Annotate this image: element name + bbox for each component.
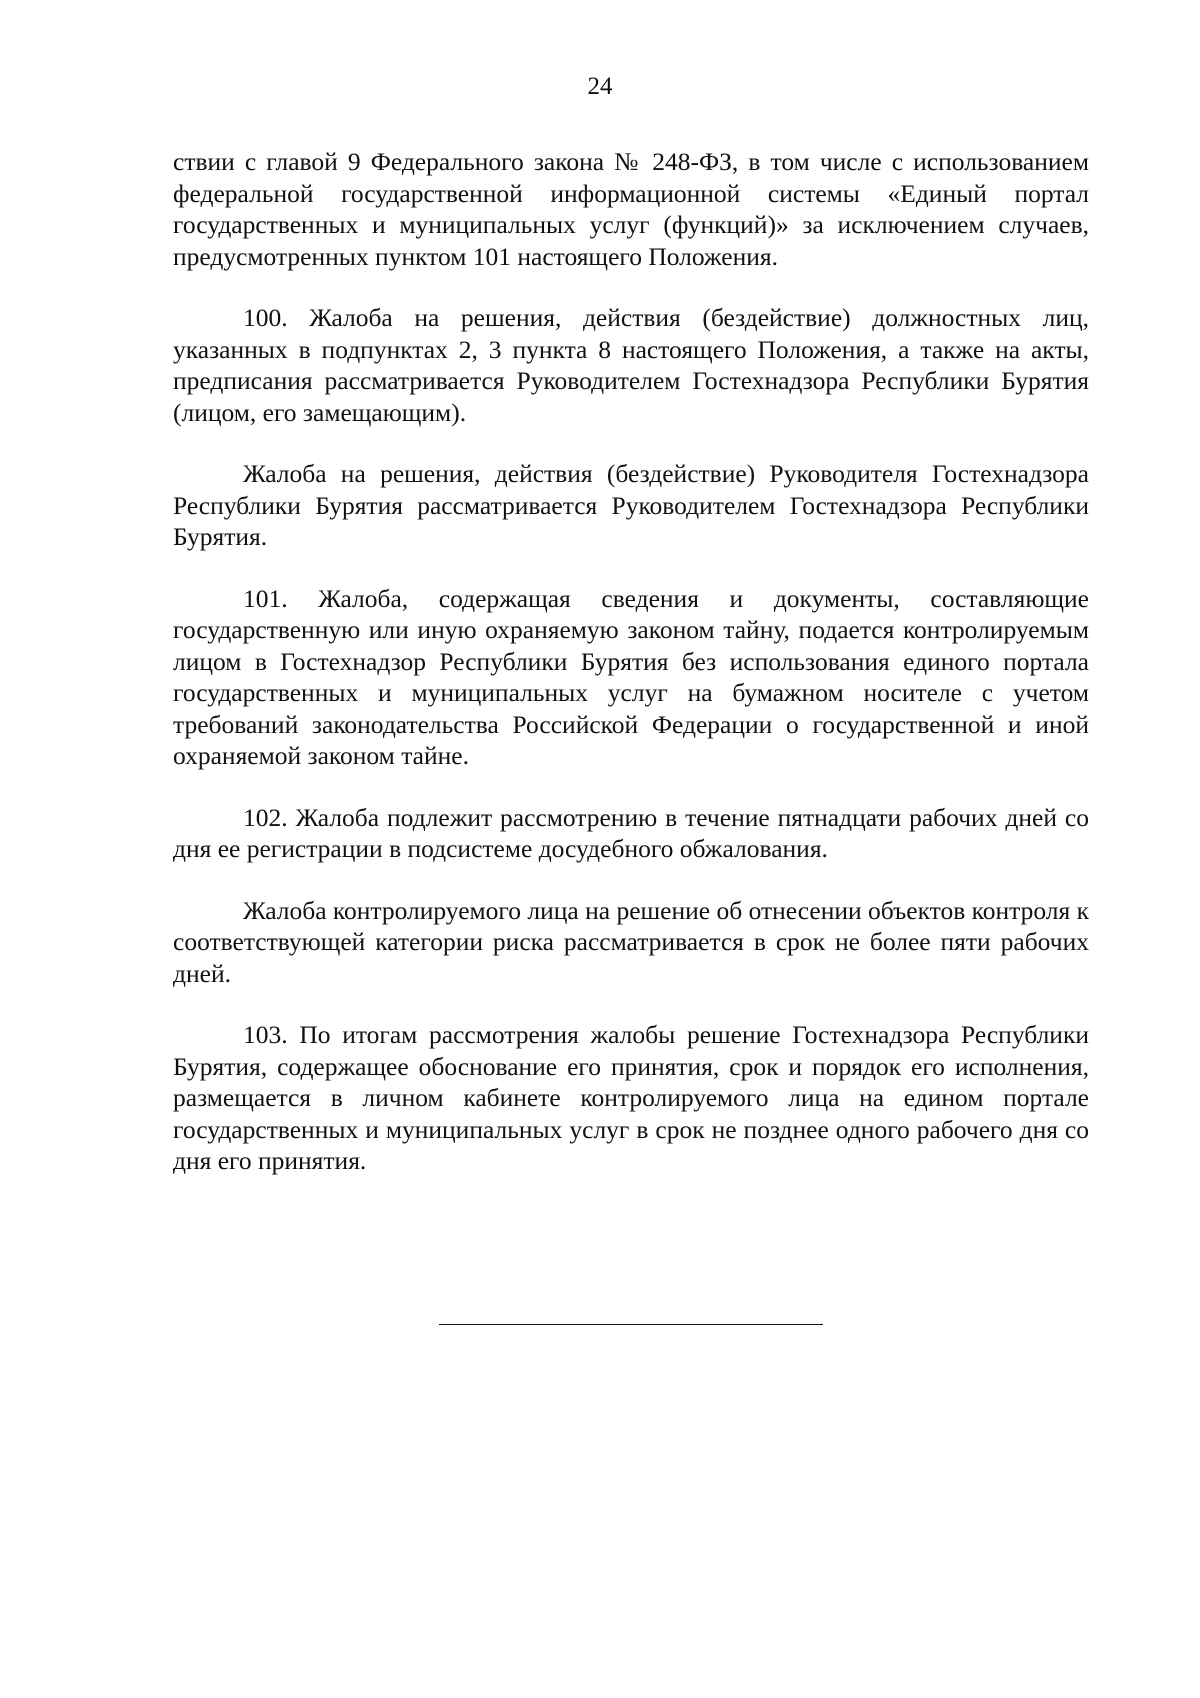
paragraph-item-100: 100. Жалоба на решения, действия (бездействие) должностных лиц, указанных в подпунктах 2, 3 пункта 8 настоящего Положения, а также на акты, предписания рассматривается Руководителем Гостехнадзора Республики Бурятия (лицом, его замещающим).: [173, 303, 1089, 427]
document-body: [173, 146, 1089, 1207]
paragraph-item-100-supplement: Жалоба на решения, действия (бездействие) Руководителя Гостехнадзора Республики Бурятия рассматривается Руководителем Гостехнадзора Республики Бурятия.: [173, 459, 1089, 551]
paragraph-item-102-supplement: Жалоба контролируемого лица на решение об отнесении объектов контроля к соответствующей категории риска рассматривается в срок не более пяти рабочих дней.: [173, 895, 1089, 988]
paragraph-item-102: 102. Жалоба подлежит рассмотрению в течение пятнадцати рабочих дней со дня ее регистрации в подсистеме досудебного обжалования.: [173, 802, 1089, 863]
paragraph-continuation: ствии с главой 9 Федерального закона № 248-ФЗ, в том числе с использованием федеральной государственной информационной системы «Единый портал государственных и муниципальных услуг (функций)» за исключением случаев, предусмотренных пунктом 101 настоящего Положения.: [173, 147, 1089, 271]
page-number: 24: [587, 73, 613, 100]
paragraph-item-103: 103. По итогам рассмотрения жалобы решение Гостехнадзора Республики Бурятия, содержащее обоснование его принятия, срок и порядок его исполнения, размещается в личном кабинете контролируемого лица на едином портале государственных и муниципальных услуг в срок не позднее одного рабочего дня со дня его принятия.: [173, 1020, 1089, 1175]
paragraph-item-101: 101. Жалоба, содержащая сведения и документы, составляющие государственную или иную охраняемую законом тайну, подается контролируемым лицом в Гостехнадзор Республики Бурятия без использования единого портала государственных и муниципальных услуг на бумажном носителе с учетом требований законодательства Российской Федерации о государственной и иной охраняемой законом тайне.: [173, 583, 1089, 770]
closing-divider-line: [439, 1324, 823, 1325]
